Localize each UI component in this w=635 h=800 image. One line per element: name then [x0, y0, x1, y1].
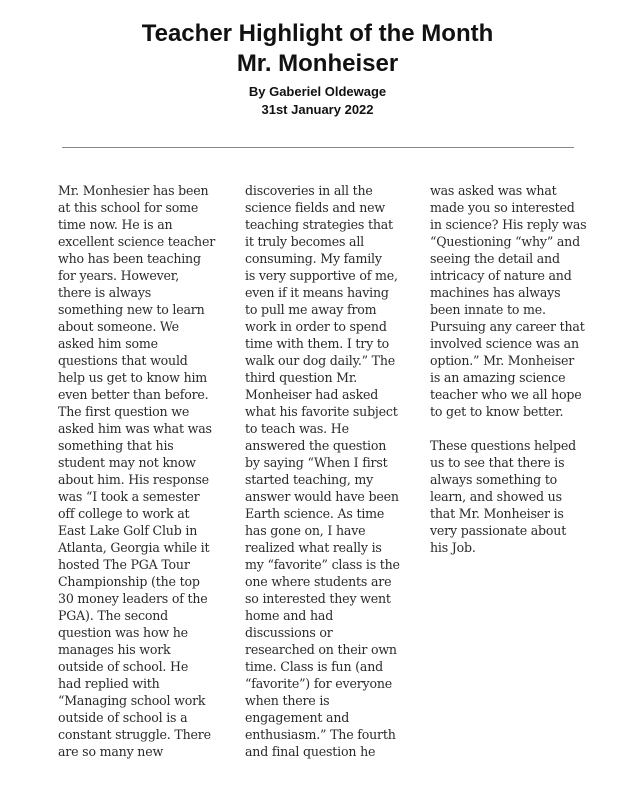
text-line: outside of school is a — [58, 710, 188, 725]
text-line: so interested they went — [245, 591, 391, 606]
text-line: is very supportive of me, — [245, 268, 398, 283]
text-line: Championship (the top — [58, 574, 200, 589]
text-line: even if it means having — [245, 285, 389, 300]
text-line: 30 money leaders of the — [58, 591, 208, 606]
text-line: PGA). The second — [58, 608, 169, 623]
text-line: was asked was what — [430, 183, 557, 198]
text-line: at this school for some — [58, 200, 199, 215]
text-line: time. Class is fun (and — [245, 659, 383, 674]
text-line: started teaching, my — [245, 472, 374, 487]
text-line: teaching strategies that — [245, 217, 393, 232]
text-line: for years. However, — [58, 268, 180, 283]
text-line: discussions or — [245, 625, 333, 640]
text-line: “favorite”) for everyone — [245, 676, 392, 691]
text-line: learn, and showed us — [430, 489, 562, 504]
text-line: something new to learn — [58, 302, 205, 317]
text-line: about him. His response — [58, 472, 209, 487]
text-line: questions that would — [58, 353, 188, 368]
text-line: to get to know better. — [430, 404, 564, 419]
text-line: asked him some — [58, 336, 158, 351]
text-line: hosted The PGA Tour — [58, 557, 190, 572]
text-line: engagement and — [245, 710, 350, 725]
article-column-3 — [430, 182, 586, 556]
text-line: constant struggle. There — [58, 727, 211, 742]
byline: By Gaberiel Oldewage — [248, 84, 387, 99]
text-line: machines has always — [430, 285, 561, 300]
text-line: option.” Mr. Monheiser — [430, 353, 575, 368]
text-line: “Managing school work — [58, 693, 206, 708]
text-line: enthusiasm.” The fourth — [245, 727, 396, 742]
text-line: Pursuing any career that — [430, 319, 585, 334]
text-line: time with them. I try to — [245, 336, 390, 351]
text-line: answer would have been — [245, 489, 399, 504]
text-line: Monheiser had asked — [245, 387, 379, 402]
text-line: home and had — [245, 608, 334, 623]
text-line: researched on their own — [245, 642, 397, 657]
text-line: had replied with — [58, 676, 160, 691]
text-line: always something to — [430, 472, 558, 487]
text-line: in science? His reply was — [430, 217, 587, 232]
text-line: East Lake Golf Club in — [58, 523, 198, 538]
text-line: us to see that there is — [430, 455, 565, 470]
text-line: “Questioning “why” and — [430, 234, 580, 249]
text-line: there is always — [58, 285, 151, 300]
text-line: when there is — [245, 693, 330, 708]
text-line: are so many new — [58, 744, 164, 759]
text-line: to pull me away from — [245, 302, 377, 317]
text-line: seeing the detail and — [430, 251, 560, 266]
text-line: who has been teaching — [58, 251, 201, 266]
teacher-name: Mr. Monheiser — [236, 50, 399, 77]
text-line: time now. He is an — [58, 217, 173, 232]
publish-date: 31st January 2022 — [261, 102, 374, 117]
text-line: about someone. We — [58, 319, 179, 334]
divider — [62, 147, 574, 148]
text-line: is an amazing science — [430, 370, 566, 385]
text-line: question was how he — [58, 625, 188, 640]
text-line: it truly becomes all — [245, 234, 365, 249]
text-line: student may not know — [58, 455, 196, 470]
text-line: off college to work at — [58, 506, 190, 521]
text-line: to teach was. He — [245, 421, 349, 436]
text-line: Earth science. As time — [245, 506, 385, 521]
text-line: third question Mr. — [245, 370, 358, 385]
text-line — [430, 420, 586, 437]
text-line: has gone on, I have — [245, 523, 366, 538]
text-line: consuming. My family — [245, 251, 382, 266]
text-line: work in order to spend — [245, 319, 387, 334]
text-line: These questions helped — [430, 438, 576, 453]
text-line: very passionate about — [430, 523, 567, 538]
text-line: that Mr. Monheiser is — [430, 506, 564, 521]
text-line: made you so interested — [430, 200, 575, 215]
text-line: discoveries in all the — [245, 183, 373, 198]
article-column-2 — [245, 182, 400, 760]
text-line: and final question he — [245, 744, 376, 759]
text-line: answered the question — [245, 438, 387, 453]
article-title: Teacher Highlight of the Month — [141, 20, 494, 47]
text-line: something that his — [58, 438, 174, 453]
text-line: walk our dog daily.” The — [245, 353, 396, 368]
text-line: his Job. — [430, 540, 476, 555]
text-line: what his favorite subject — [245, 404, 398, 419]
text-line: realized what really is — [245, 540, 382, 555]
text-line: Mr. Monhesier has been — [58, 183, 209, 198]
text-line: The first question we — [58, 404, 190, 419]
text-line: been innate to me. — [430, 302, 546, 317]
text-line: by saying “When I first — [245, 455, 388, 470]
text-line: involved science was an — [430, 336, 579, 351]
text-line: my “favorite” class is the — [245, 557, 400, 572]
text-line: outside of school. He — [58, 659, 189, 674]
text-line: asked him was what was — [58, 421, 212, 436]
text-line: help us get to know him — [58, 370, 208, 385]
article-column-1 — [58, 182, 215, 760]
text-line: excellent science teacher — [58, 234, 216, 249]
text-line: manages his work — [58, 642, 171, 657]
text-line: science fields and new — [245, 200, 385, 215]
text-line: even better than before. — [58, 387, 209, 402]
text-line: Atlanta, Georgia while it — [58, 540, 210, 555]
text-line: was “I took a semester — [58, 489, 200, 504]
text-line: intricacy of nature and — [430, 268, 572, 283]
text-line: one where students are — [245, 574, 392, 589]
text-line: teacher who we all hope — [430, 387, 582, 402]
